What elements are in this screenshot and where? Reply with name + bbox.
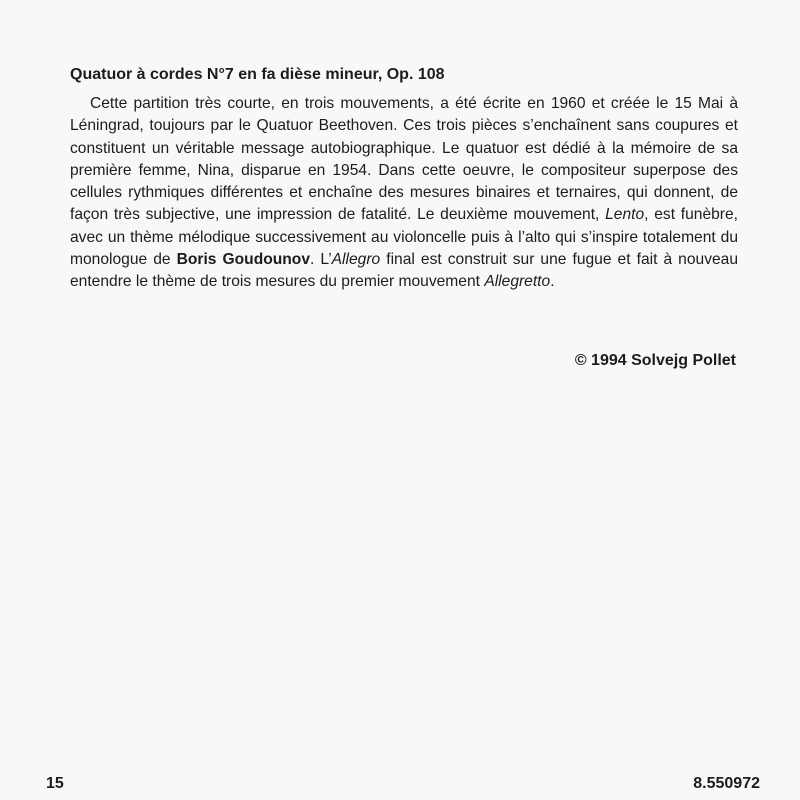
body-paragraph [70,93,738,294]
boris-goudounov-bold: Boris Goudounov [176,251,310,269]
paragraph-text-2: , est funèbre, avec un thème mélodique successivement au violoncelle puis à l’alto qui s’inspire totalement du monologue de [70,206,738,269]
allegretto-italic: Allegretto [484,273,551,291]
paragraph-text-5: . [550,273,555,291]
lento-italic: Lento [605,206,645,224]
allegro-italic: Allegro [331,251,381,269]
paragraph-text-1: Cette partition très courte, en trois mouvements, a été écrite en 1960 et créée le 15 Mai à Léningrad, toujours par le Quatuor Beethoven. Ces trois pièces s’enchaînent sans coupures et constituent un véritable message autobiographique. Le quatuor est dédié à la mémoire de sa première femme, Nina, disparue en 1954. Dans cette oeuvre, le compositeur superpose des cellules rythmiques différentes et enchaîne des mesures binaires et ternaires, qui donnent, de façon très subjective, une impression de fatalité. Le deuxième mouvement, [70,95,738,224]
copyright-line: © 1994 Solvejg Pollet [574,352,736,369]
paragraph-text-3: . L’ [310,251,332,269]
section-heading: Quatuor à cordes N°7 en fa dièse mineur, Op. 108 [70,66,445,83]
paragraph-text-4: final est construit sur une fugue et fait à nouveau entendre le thème de trois mesures du premier mouvement [70,251,739,291]
page-number: 15 [46,775,64,792]
catalog-number: 8.550972 [693,775,760,792]
